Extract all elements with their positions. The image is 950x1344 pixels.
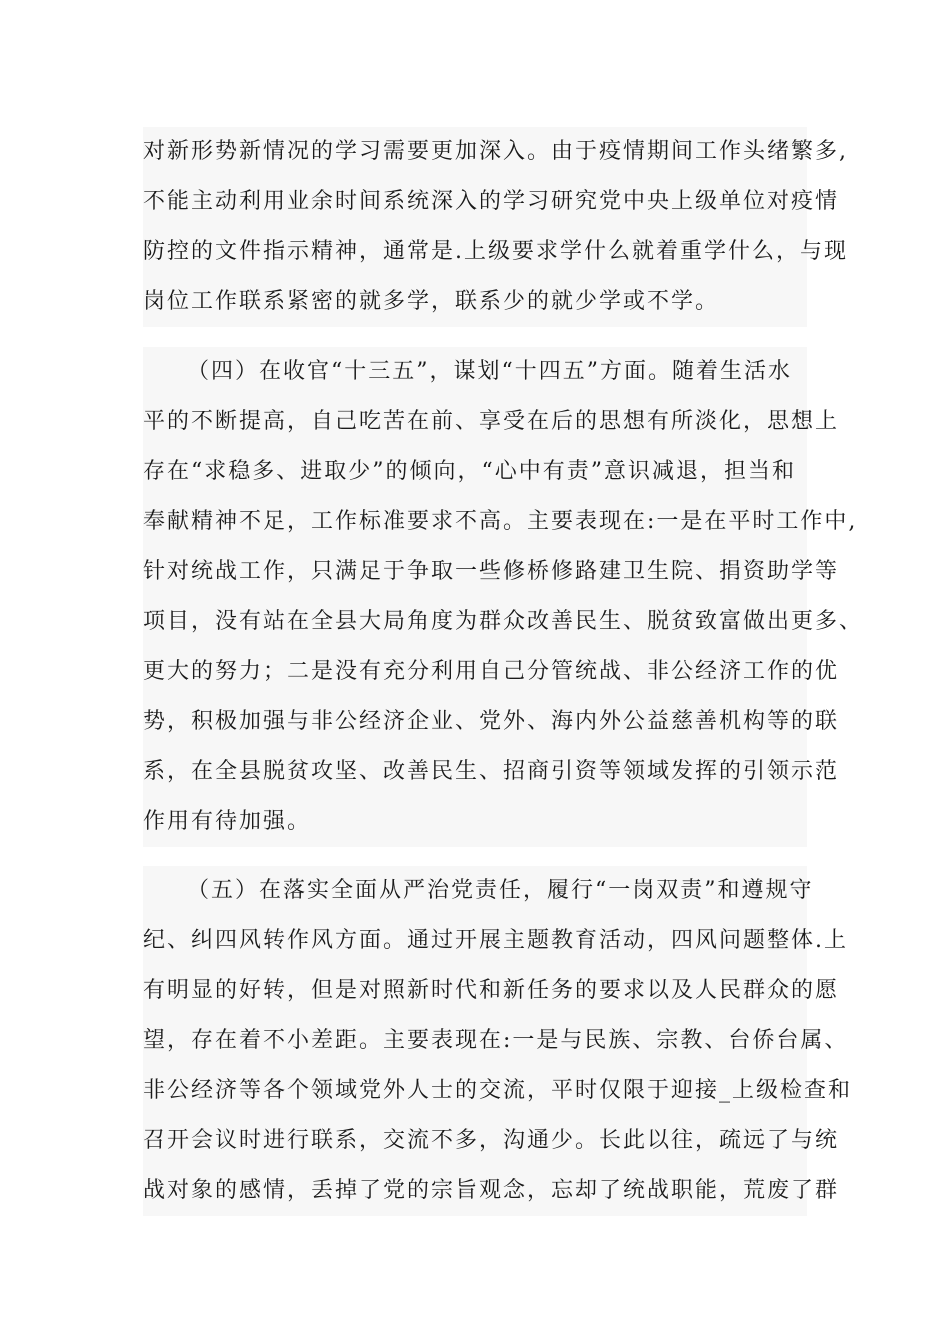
paragraph-line: （五）在落实全面从严治党责任，履行“一岗双责”和遵规守 [187,878,814,903]
paragraph-line: 纪、纠四风转作风方面。通过开展主题教育活动，四风问题整体.上 [143,928,848,953]
paragraph-line: 有明显的好转，但是对照新时代和新任务的要求以及人民群众的愿 [143,978,840,1003]
paragraph-section-four [143,347,864,847]
paragraph-line: 召开会议时进行联系，交流不多，沟通少。长此以往，疏远了与统 [143,1128,840,1153]
paragraph-line: 项目，没有站在全县大局角度为群众改善民生、脱贫致富做出更多、 [143,609,864,634]
paragraph-line: 对新形势新情况的学习需要更加深入。由于疫情期间工作头绪繁多, [143,139,848,164]
paragraph-line: 势，积极加强与非公经济企业、党外、海内外公益慈善机构等的联 [143,709,840,734]
paragraph-line: 更大的努力；二是没有充分利用自己分管统战、非公经济工作的优 [143,659,840,684]
paragraph-line: 不能主动利用业余时间系统深入的学习研究党中央上级单位对疫情 [143,189,840,214]
paragraph-line: 非公经济等各个领域党外人士的交流，平时仅限于迎接_上级检查和 [143,1078,853,1103]
paragraph-line: （四）在收官“十三五”，谋划“十四五”方面。随着生活水 [187,359,792,384]
paragraph-line: 针对统战工作，只满足于争取一些修桥修路建卫生院、捐资助学等 [143,559,840,584]
paragraph-study [143,127,848,327]
paragraph-line: 系，在全县脱贫攻坚、改善民生、招商引资等领域发挥的引领示范 [143,759,840,784]
paragraph-line: 望，存在着不小差距。主要表现在:一是与民族、宗教、台侨台属、 [143,1028,849,1053]
paragraph-line: 防控的文件指示精神，通常是.上级要求学什么就着重学什么，与现 [143,239,848,264]
paragraph-line: 平的不断提高，自己吃苦在前、享受在后的思想有所淡化，思想上 [143,409,840,434]
paragraph-line: 战对象的感情，丢掉了党的宗旨观念，忘却了统战职能，荒废了群 [143,1178,840,1203]
paragraph-line: 岗位工作联系紧密的就多学，联系少的就少学或不学。 [143,289,720,314]
paragraph-line: 存在“求稳多、进取少”的倾向，“心中有责”意识减退，担当和 [143,459,796,484]
paragraph-line: 作用有待加强。 [143,809,312,834]
paragraph-line: 奉献精神不足，工作标准要求不高。主要表现在:一是在平时工作中, [143,509,858,534]
paragraph-section-five [143,866,853,1216]
